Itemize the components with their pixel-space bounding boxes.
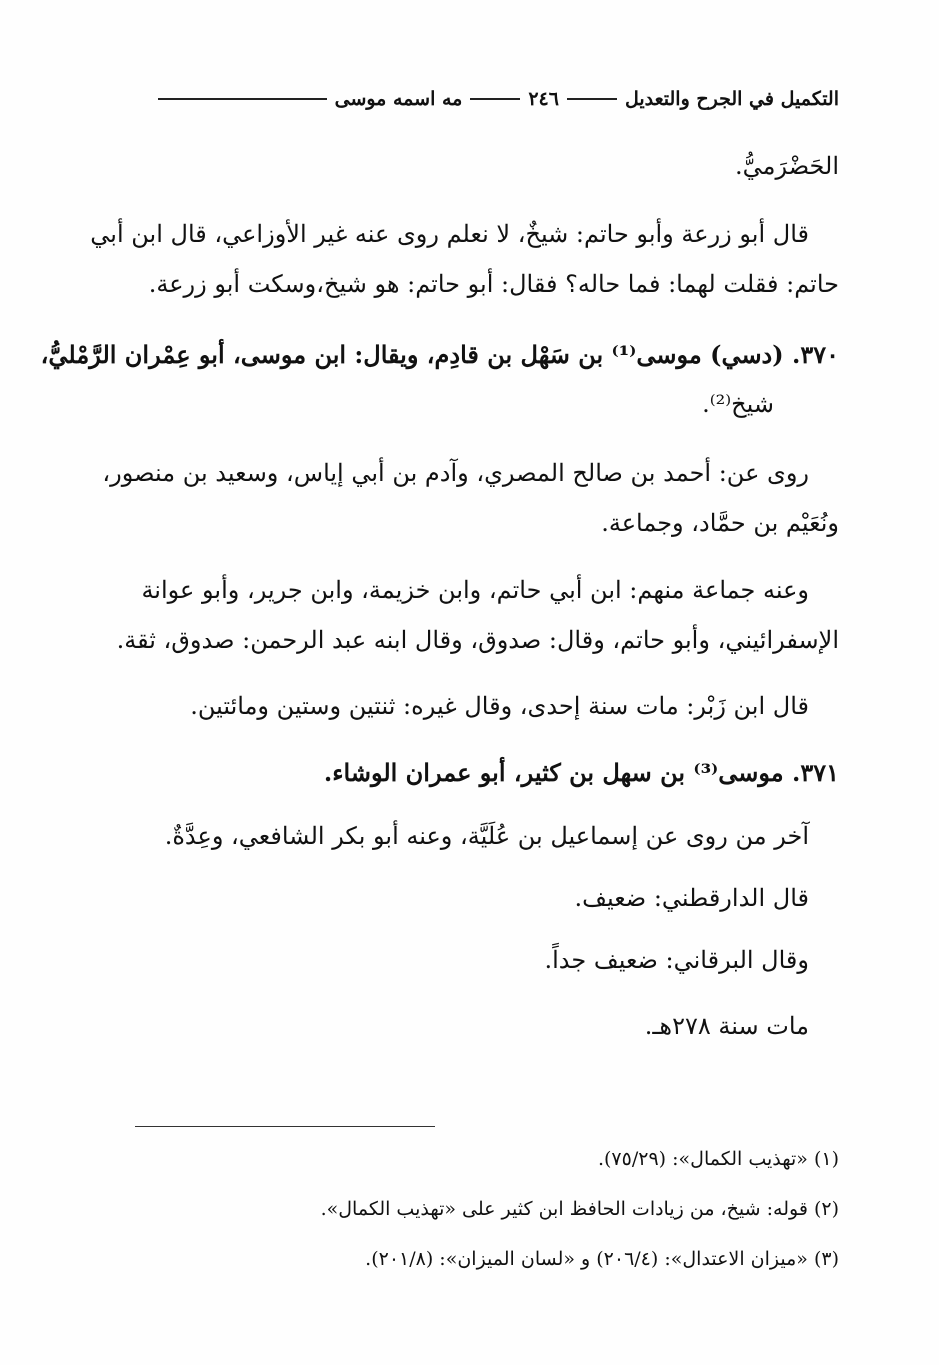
running-header [150, 88, 839, 110]
text-line: مات سنة ٢٧٨هـ. [644, 1012, 809, 1040]
section-name: مه اسمه موسى [334, 88, 463, 110]
header-dash [567, 98, 617, 100]
entry-title: (دسي) موسى⁽¹⁾ بن سَهْل بن قادِم، ويقال: ابن موسى، أبو عِمْران الرَّمْليُّ، [40, 340, 784, 369]
header-dash [158, 98, 327, 100]
page-number: ٢٤٦ [528, 88, 559, 110]
footnote-2: (٢) قوله: شيخ، من زيادات الحافظ ابن كثير على «تهذيب الكمال». [320, 1198, 839, 1220]
footnote-3: (٣) «ميزان الاعتدال»: (٢٠٦/٤) و «لسان الميزان»: (٢٠١/٨). [365, 1248, 839, 1270]
book-title: التكميل في الجرح والتعديل [624, 88, 839, 110]
text-line: آخر من روى عن إسماعيل بن عُلَيَّة، وعنه أبو بكر الشافعي، وعِدَّةٌ. [164, 822, 809, 850]
entry-title: موسى⁽³⁾ بن سهل بن كثير، أبو عمران الوشاء. [323, 758, 784, 787]
text-line: قال أبو زرعة وأبو حاتم: شيخٌ، لا نعلم روى عنه غير الأوزاعي، قال ابن أبي [90, 220, 809, 248]
entry-number: ٣٧٠. [791, 340, 839, 369]
entry-heading-370 [40, 338, 839, 372]
text-line: قال الدارقطني: ضعيف. [574, 884, 809, 912]
text-line: حاتم: فقلت لهما: فما حاله؟ فقال: أبو حاتم: هو شيخ،وسكت أبو زرعة. [148, 270, 839, 298]
entry-number: ٣٧١. [791, 758, 839, 787]
text-line: ونُعَيْم بن حمَّاد، وجماعة. [601, 509, 839, 537]
footnote-1: (١) «تهذيب الكمال»: (٧٥/٢٩). [597, 1148, 839, 1170]
text-line: الإسفرائيني، وأبو حاتم، وقال: صدوق، وقال ابنه عبد الرحمن: صدوق، ثقة. [116, 626, 839, 654]
header-dash [470, 98, 520, 100]
text-line: وعنه جماعة منهم: ابن أبي حاتم، وابن خزيمة، وابن جرير، وأبو عوانة [141, 576, 809, 604]
text-line: الحَضْرَميُّ. [734, 152, 839, 180]
text-line: قال ابن زَبْر: مات سنة إحدى، وقال غيره: ثنتين وستين ومائتين. [190, 692, 809, 720]
footnote-divider [135, 1126, 435, 1127]
text-line: وقال البرقاني: ضعيف جداً. [544, 946, 809, 974]
entry-heading-371 [110, 756, 839, 790]
text-line: شيخ⁽²⁾. [702, 390, 774, 418]
text-line: روى عن: أحمد بن صالح المصري، وآدم بن أبي إياس، وسعيد بن منصور، [102, 459, 809, 487]
